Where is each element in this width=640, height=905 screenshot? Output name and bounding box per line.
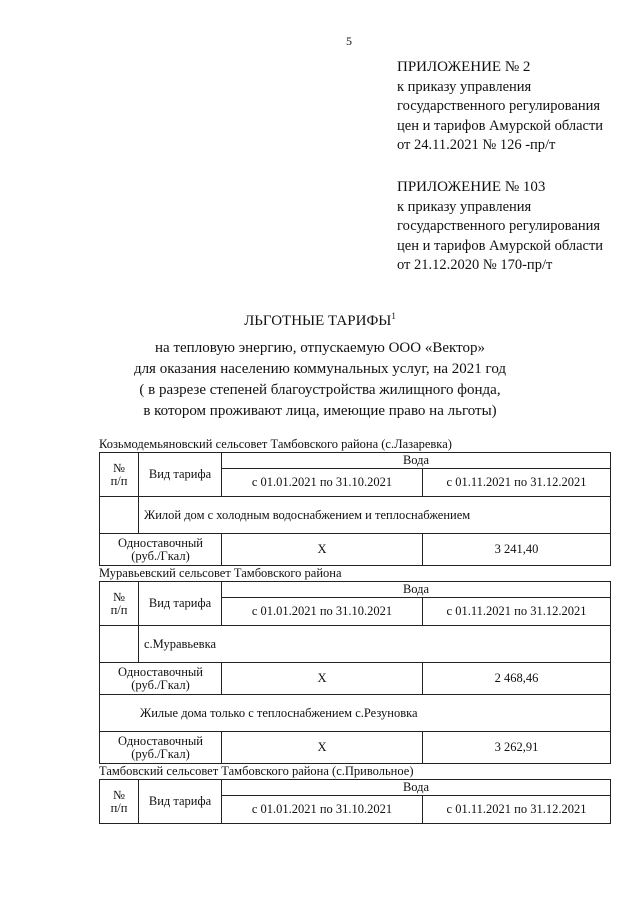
appendix-line: цен и тарифов Амурской области [397, 237, 604, 254]
header-tariff-type: Вид тарифа [139, 582, 222, 626]
header-period-2: с 01.11.2021 по 31.12.2021 [423, 796, 611, 824]
header-period-1: с 01.01.2021 по 31.10.2021 [222, 796, 423, 824]
header-water: Вода [222, 453, 611, 469]
appendix-line: к приказу управления [397, 78, 532, 95]
page-number: 5 [346, 34, 352, 48]
appendix-title: ПРИЛОЖЕНИЕ № 2 [397, 59, 531, 75]
header-period-1: с 01.01.2021 по 31.10.2021 [222, 598, 423, 626]
appendix-103-block [397, 178, 603, 276]
header-number: № п/п [100, 582, 139, 626]
document-title: ЛЬГОТНЫЕ ТАРИФЫ$^1$ [244, 311, 396, 329]
header-period-2: с 01.11.2021 по 31.12.2021 [423, 598, 611, 626]
tariff-type-cell: Одноставочный (руб./Гкал) [100, 663, 222, 695]
empty-cell [100, 626, 139, 663]
value-period-1: Х [222, 732, 423, 764]
tariff-tables [99, 437, 610, 824]
table-row [100, 534, 611, 566]
header-period-1: с 01.01.2021 по 31.10.2021 [222, 469, 423, 497]
footnote-mark: 1 [391, 311, 396, 321]
appendix-line: от 24.11.2021 № 126 -пр/т [397, 137, 556, 153]
header-tariff-type: Вид тарифа [139, 453, 222, 497]
tariff-table [99, 452, 611, 566]
tariff-table [99, 779, 611, 824]
section-title: Тамбовский сельсовет Тамбовского района (с.Привольное) [99, 764, 414, 778]
section-title: Муравьевский сельсовет Тамбовского района [99, 566, 342, 580]
value-period-2: 3 262,91 [423, 732, 611, 764]
heading-line: для оказания населению коммунальных услуг, на 2021 год [133, 361, 507, 377]
table-subheading: Жилой дом с холодным водоснабжением и теплоснабжением [139, 497, 611, 534]
appendix-line: от 21.12.2020 № 170-пр/т [397, 257, 553, 273]
tariff-table [99, 581, 611, 764]
table-subheading: с.Муравьевка [139, 626, 611, 663]
heading-line: ( в разрезе степеней благоустройства жилищного фонда, [139, 382, 501, 398]
header-period-2: с 01.11.2021 по 31.12.2021 [423, 469, 611, 497]
table-subheading: Жилые дома только с теплоснабжением с.Резуновка [100, 695, 611, 732]
value-period-1: Х [222, 534, 423, 566]
heading-line: в котором проживают лица, имеющие право на льготы) [143, 403, 497, 419]
header-number: № п/п [100, 453, 139, 497]
appendix-line: государственного регулирования [397, 218, 601, 234]
heading-line: на тепловую энергию, отпускаемую ООО «Вектор» [155, 340, 485, 356]
empty-cell [100, 497, 139, 534]
header-number: № п/п [100, 780, 139, 824]
appendix-title: ПРИЛОЖЕНИЕ № 103 [397, 179, 546, 195]
value-period-2: 3 241,40 [423, 534, 611, 566]
tariff-type-cell: Одноставочный (руб./Гкал) [100, 534, 222, 566]
section-title: Козьмодемьяновский сельсовет Тамбовского района (с.Лазаревка) [99, 437, 452, 451]
appendix-2-block [397, 58, 603, 156]
table-row [100, 732, 611, 764]
header-water: Вода [222, 582, 611, 598]
value-period-2: 2 468,46 [423, 663, 611, 695]
table-row [100, 663, 611, 695]
value-period-1: Х [222, 663, 423, 695]
appendix-line: государственного регулирования [397, 98, 601, 114]
header-tariff-type: Вид тарифа [139, 780, 222, 824]
appendix-line: цен и тарифов Амурской области [397, 117, 604, 134]
tariff-type-cell: Одноставочный (руб./Гкал) [100, 732, 222, 764]
header-water: Вода [222, 780, 611, 796]
appendix-line: к приказу управления [397, 198, 532, 215]
document-heading [0, 306, 640, 422]
